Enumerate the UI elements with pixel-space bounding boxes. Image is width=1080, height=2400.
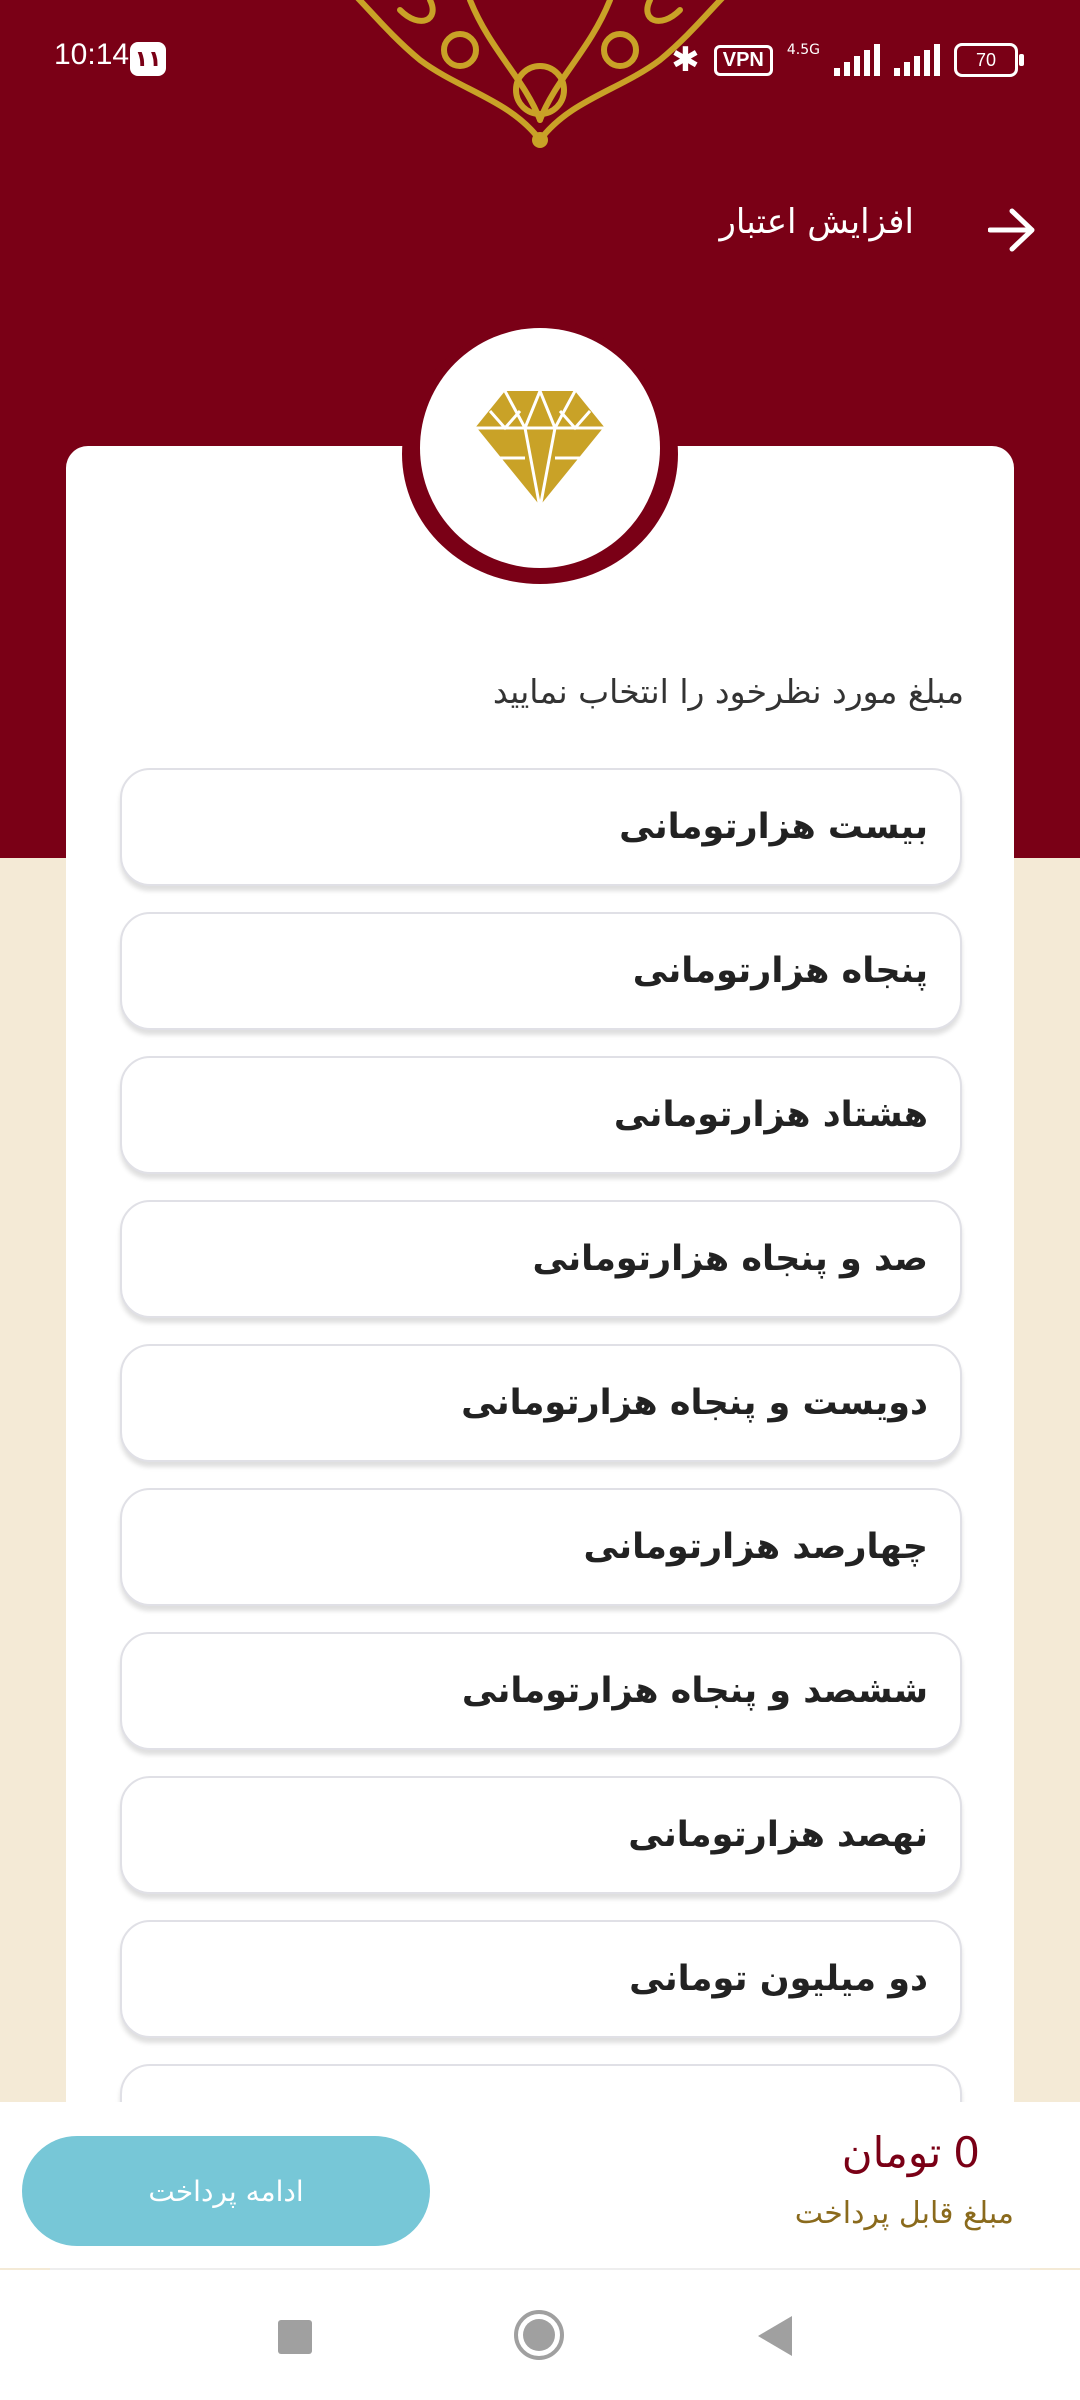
notification-badge: ۱۱ [130, 42, 166, 76]
status-time: 10:14 [54, 38, 130, 71]
amount-option-label: پنجاه هزارتومانی [632, 951, 928, 991]
status-icons [671, 40, 1018, 80]
system-nav-bar [0, 2270, 1080, 2400]
emblem-inner [420, 328, 660, 568]
emblem [402, 324, 678, 584]
amount-option[interactable] [120, 1344, 962, 1462]
instruction-text: مبلغ مورد نظرخود را انتخاب نمایید [492, 672, 964, 711]
amount-option-label: صد و پنجاه هزارتومانی [532, 1239, 928, 1279]
diamond-icon [470, 383, 610, 513]
amount-value: 0 [953, 2128, 980, 2177]
amount-option-label: دو میلیون تومانی [629, 1959, 928, 1999]
system-back-button[interactable] [758, 2316, 792, 2356]
amount-option-label: چهارصد هزارتومانی [583, 1527, 928, 1567]
amount-option-label: بیست هزارتومانی [619, 807, 928, 847]
amount-option[interactable] [120, 1056, 962, 1174]
amount-option[interactable] [120, 1920, 962, 2038]
amount-option[interactable] [120, 768, 962, 886]
signal-strength-icon [834, 44, 880, 76]
amount-option-label: ششصد و پنجاه هزارتومانی [461, 1671, 928, 1711]
page-header [0, 180, 1080, 280]
amount-option[interactable] [120, 1488, 962, 1606]
recent-apps-button[interactable] [278, 2320, 312, 2354]
home-icon [523, 2319, 555, 2351]
amount-unit: تومان [841, 2128, 942, 2177]
vpn-badge: VPN [714, 45, 773, 76]
payment-summary-panel [0, 2102, 1080, 2268]
amount-option-label: هشتاد هزارتومانی [613, 1095, 928, 1135]
amount-option-label: دویست و پنجاه هزارتومانی [461, 1383, 928, 1423]
bluetooth-icon: ✱ [671, 40, 700, 80]
amount-option[interactable] [120, 1776, 962, 1894]
amount-option[interactable] [120, 1632, 962, 1750]
page-title: افزایش اعتبار [719, 202, 914, 242]
back-button[interactable] [974, 192, 1050, 268]
continue-payment-button[interactable]: ادامه پرداخت [22, 2136, 430, 2246]
payable-amount [842, 2128, 980, 2177]
payable-amount-label: مبلغ قابل پرداخت [794, 2196, 1014, 2231]
status-bar [0, 0, 1080, 120]
arrow-right-icon [988, 208, 1036, 252]
amount-option-label: نهصد هزارتومانی [628, 1815, 928, 1855]
amount-option[interactable] [120, 912, 962, 1030]
signal-strength-icon-2 [894, 44, 940, 76]
home-button[interactable] [514, 2310, 564, 2360]
amount-option[interactable] [120, 1200, 962, 1318]
network-type-label: 4.5G [786, 42, 820, 58]
battery-icon: 70 [954, 43, 1018, 77]
